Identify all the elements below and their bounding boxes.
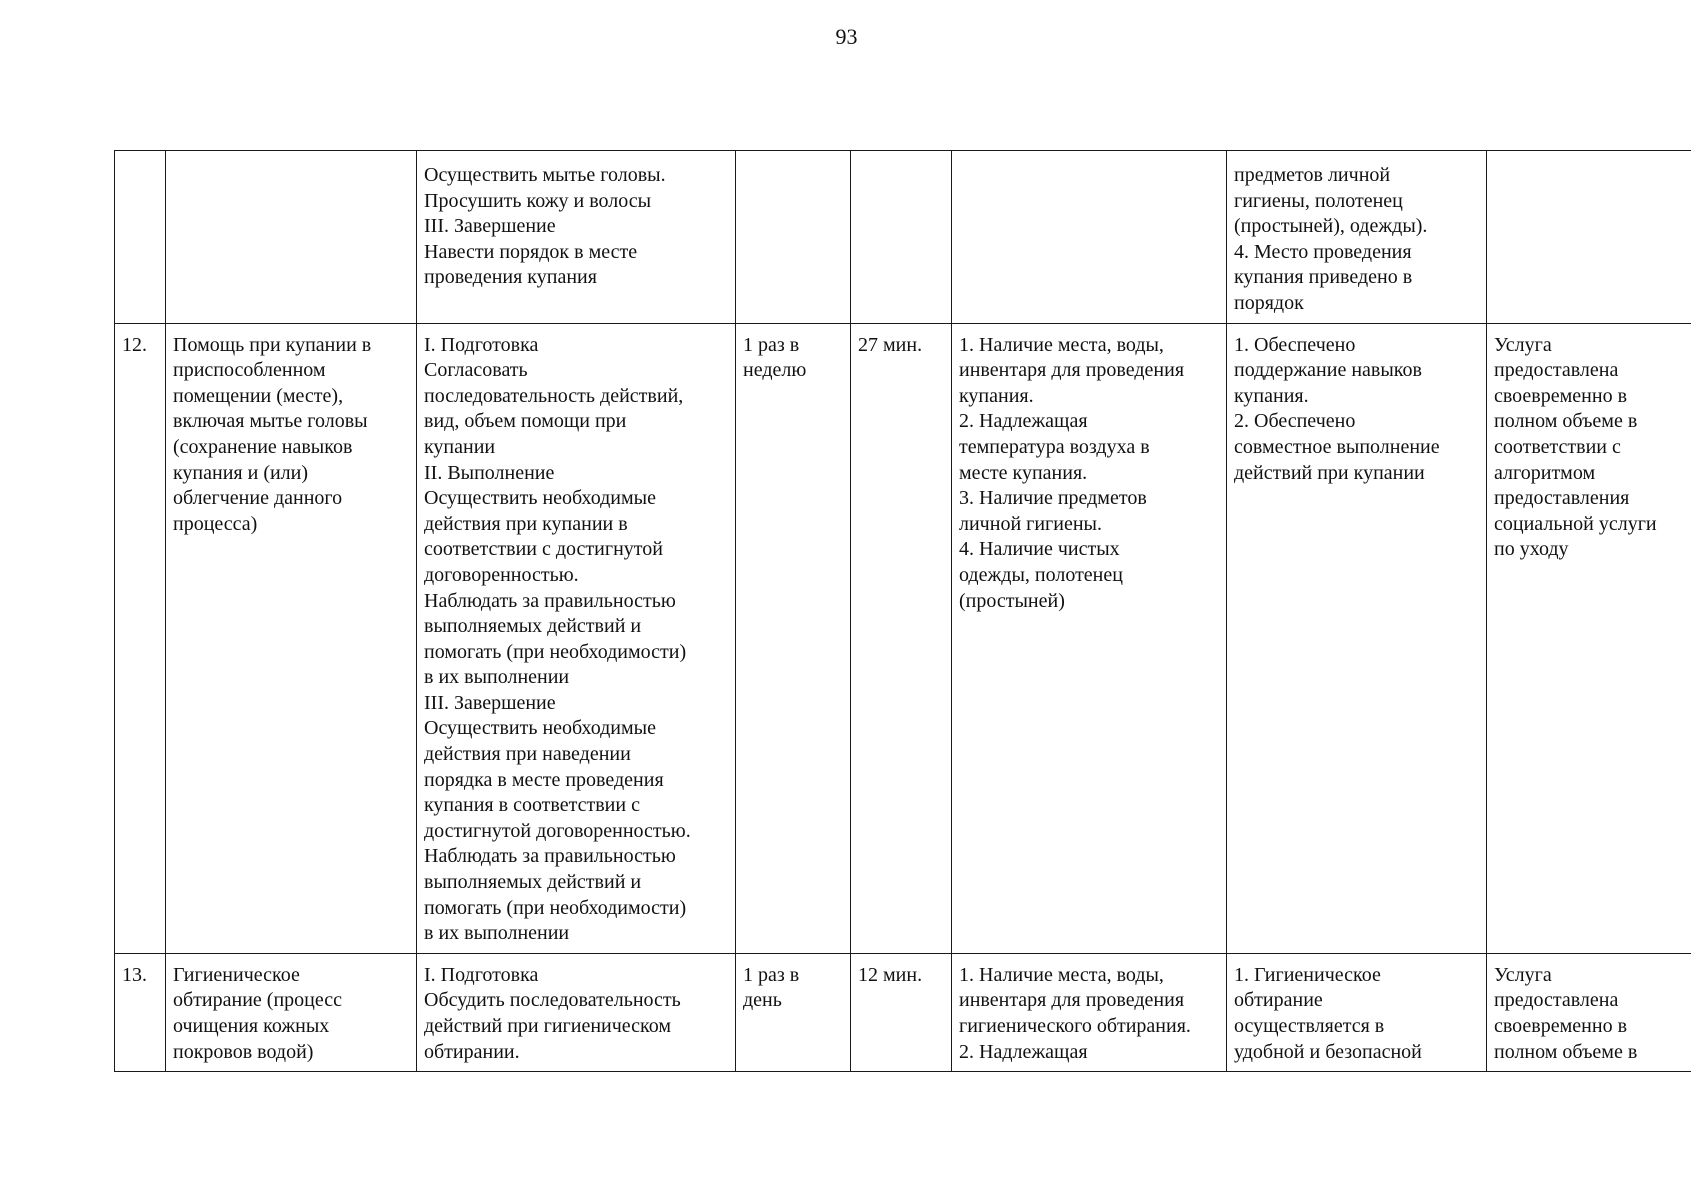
cell-text-line: помещении (месте), bbox=[173, 384, 344, 407]
cell-text-line: Согласовать bbox=[424, 359, 528, 382]
cell-text-line: покровов водой) bbox=[173, 1040, 314, 1063]
cell-text-line: Осуществить мытье головы. bbox=[424, 164, 666, 186]
cell-text-line: (сохранение навыков bbox=[173, 435, 353, 458]
cell-text-line: процесса) bbox=[173, 512, 258, 535]
cell-text-line: купания и (или) bbox=[173, 461, 309, 484]
cell-text-line: обтирании. bbox=[424, 1040, 520, 1063]
cell-text-line: действий при гигиеническом bbox=[424, 1015, 672, 1037]
results-cell bbox=[1227, 323, 1487, 953]
cell-text-line: обтирание (процесс bbox=[173, 989, 342, 1012]
table-row bbox=[115, 323, 1691, 953]
row-number-cell bbox=[115, 151, 166, 324]
service-name-cell bbox=[166, 151, 417, 324]
frequency-cell bbox=[736, 151, 851, 324]
cell-text-line: 1. Гигиеническое bbox=[1234, 963, 1381, 986]
cell-text-line: II. Выполнение bbox=[424, 461, 555, 484]
cell-text-line: 2. Надлежащая bbox=[959, 1040, 1088, 1063]
cell-text-line: алгоритмом bbox=[1494, 461, 1596, 484]
cell-text-line: месте купания. bbox=[959, 461, 1088, 484]
cell-text-line: порядка в месте проведения bbox=[424, 768, 664, 791]
cell-text-line: в их выполнении bbox=[424, 922, 570, 945]
evaluation-cell bbox=[1487, 323, 1691, 953]
actions-cell bbox=[417, 151, 736, 324]
cell-text-line: купания приведено в bbox=[1234, 266, 1413, 289]
cell-text-line: Наблюдать за правильностью bbox=[424, 845, 676, 868]
row-number-cell: 12. bbox=[115, 323, 166, 953]
cell-text-line: предметов личной bbox=[1234, 164, 1391, 186]
time-cell bbox=[851, 953, 952, 1071]
cell-text-line: Гигиеническое bbox=[173, 963, 300, 986]
cell-text-line: гигиенического обтирания. bbox=[959, 1015, 1191, 1037]
cell-text-line: 1. Наличие места, воды, bbox=[959, 333, 1164, 356]
time-cell bbox=[851, 151, 952, 324]
cell-text-line: гигиены, полотенец bbox=[1234, 189, 1403, 212]
cell-text-line: полном объеме в bbox=[1494, 410, 1638, 433]
cell-text-line: предоставлена bbox=[1494, 989, 1619, 1012]
cell-text-line: последовательность действий, bbox=[424, 384, 684, 407]
cell-text-line: (простыней), одежды). bbox=[1234, 215, 1428, 238]
cell-text-line: предоставления bbox=[1494, 487, 1630, 510]
cell-text-line: достигнутой договоренностью. bbox=[424, 819, 691, 842]
cell-text-line: купании bbox=[424, 435, 496, 458]
cell-text-line: температура воздуха в bbox=[959, 435, 1150, 458]
cell-text-line: обтирание bbox=[1234, 989, 1323, 1012]
cell-text-line: 3. Наличие предметов bbox=[959, 487, 1147, 510]
service-name-cell bbox=[166, 323, 417, 953]
cell-text-line: облегчение данного bbox=[173, 487, 343, 510]
cell-text-line: порядок bbox=[1234, 291, 1304, 314]
cell-text-line: удобной и безопасной bbox=[1234, 1040, 1422, 1063]
cell-text-line: своевременно в bbox=[1494, 1015, 1628, 1037]
cell-text-line: предоставлена bbox=[1494, 359, 1619, 382]
page-number: 93 bbox=[835, 24, 858, 49]
cell-text-line: инвентаря для проведения bbox=[959, 359, 1185, 382]
cell-text-line: Навести порядок в месте bbox=[424, 240, 638, 263]
cell-text-line: 1. Наличие места, воды, bbox=[959, 963, 1164, 986]
cell-text-line: Услуга bbox=[1494, 963, 1552, 986]
cell-text-line: 27 мин. bbox=[858, 333, 923, 356]
cell-text-line: Наблюдать за правильностью bbox=[424, 589, 676, 612]
conditions-cell bbox=[952, 953, 1227, 1071]
cell-text-line: выполняемых действий и bbox=[424, 615, 642, 638]
evaluation-cell bbox=[1487, 953, 1691, 1071]
cell-text-line: 12 мин. bbox=[858, 963, 923, 986]
cell-text-line: социальной услуги bbox=[1494, 512, 1657, 535]
cell-text-line: одежды, полотенец bbox=[959, 563, 1123, 586]
cell-text-line: I. Подготовка bbox=[424, 963, 539, 986]
cell-text-line: своевременно в bbox=[1494, 384, 1628, 407]
cell-text-line: совместное выполнение bbox=[1234, 435, 1440, 458]
cell-text-line: поддержание навыков bbox=[1234, 359, 1422, 382]
actions-cell bbox=[417, 323, 736, 953]
cell-text-line: Осуществить необходимые bbox=[424, 717, 656, 740]
frequency-cell bbox=[736, 953, 851, 1071]
cell-text-line: включая мытье головы bbox=[173, 410, 368, 433]
cell-text-line: помогать (при необходимости) bbox=[424, 640, 687, 663]
cell-text-line: действия при наведении bbox=[424, 743, 631, 766]
cell-text-line: проведения купания bbox=[424, 266, 597, 289]
cell-text-line: действий при купании bbox=[1234, 461, 1425, 484]
evaluation-cell bbox=[1487, 151, 1691, 324]
cell-text-line: по уходу bbox=[1494, 538, 1569, 561]
cell-text-line: Осуществить необходимые bbox=[424, 487, 656, 510]
table-row bbox=[115, 953, 1691, 1071]
actions-cell bbox=[417, 953, 736, 1071]
table-row bbox=[115, 151, 1691, 324]
cell-text-line: соответствии с bbox=[1494, 435, 1621, 458]
cell-text-line: I. Подготовка bbox=[424, 333, 539, 356]
cell-text-line: 1. Обеспечено bbox=[1234, 333, 1356, 356]
cell-text-line: соответствии с достигнутой bbox=[424, 538, 663, 561]
cell-text-line: Помощь при купании в bbox=[173, 333, 372, 356]
cell-text-line: осуществляется в bbox=[1234, 1015, 1385, 1037]
cell-text-line: личной гигиены. bbox=[959, 512, 1102, 535]
cell-text-line: 2. Надлежащая bbox=[959, 410, 1088, 433]
cell-text-line: 2. Обеспечено bbox=[1234, 410, 1356, 433]
cell-text-line: Просушить кожу и волосы bbox=[424, 189, 652, 212]
cell-text-line: неделю bbox=[743, 359, 807, 382]
cell-text-line: полном объеме в bbox=[1494, 1040, 1638, 1063]
conditions-cell bbox=[952, 323, 1227, 953]
results-cell bbox=[1227, 151, 1487, 324]
cell-text-line: действия при купании в bbox=[424, 512, 628, 535]
row-number-cell: 13. bbox=[115, 953, 166, 1071]
service-name-cell bbox=[166, 953, 417, 1071]
cell-text-line: приспособленном bbox=[173, 359, 326, 382]
cell-text-line: 1 раз в bbox=[743, 333, 800, 356]
cell-text-line: (простыней) bbox=[959, 589, 1065, 612]
cell-text-line: купания. bbox=[959, 384, 1034, 407]
cell-text-line: 1 раз в bbox=[743, 963, 800, 986]
cell-text-line: 4. Место проведения bbox=[1234, 240, 1412, 263]
cell-text-line: купания. bbox=[1234, 384, 1309, 407]
cell-text-line: III. Завершение bbox=[424, 691, 556, 714]
cell-text-line: выполняемых действий и bbox=[424, 871, 642, 894]
cell-text-line: помогать (при необходимости) bbox=[424, 896, 687, 919]
frequency-cell bbox=[736, 323, 851, 953]
cell-text-line: 4. Наличие чистых bbox=[959, 538, 1120, 561]
cell-text-line: Услуга bbox=[1494, 333, 1552, 356]
cell-text-line: III. Завершение bbox=[424, 215, 556, 238]
results-cell bbox=[1227, 953, 1487, 1071]
conditions-cell bbox=[952, 151, 1227, 324]
cell-text-line: день bbox=[743, 989, 782, 1012]
cell-text-line: очищения кожных bbox=[173, 1015, 330, 1037]
cell-text-line: инвентаря для проведения bbox=[959, 989, 1185, 1012]
cell-text-line: Обсудить последовательность bbox=[424, 989, 681, 1012]
cell-text-line: договоренностью. bbox=[424, 563, 579, 586]
services-table bbox=[114, 150, 1691, 1072]
cell-text-line: в их выполнении bbox=[424, 666, 570, 689]
cell-text-line: вид, объем помощи при bbox=[424, 410, 627, 433]
cell-text-line: купания в соответствии с bbox=[424, 794, 640, 817]
time-cell bbox=[851, 323, 952, 953]
